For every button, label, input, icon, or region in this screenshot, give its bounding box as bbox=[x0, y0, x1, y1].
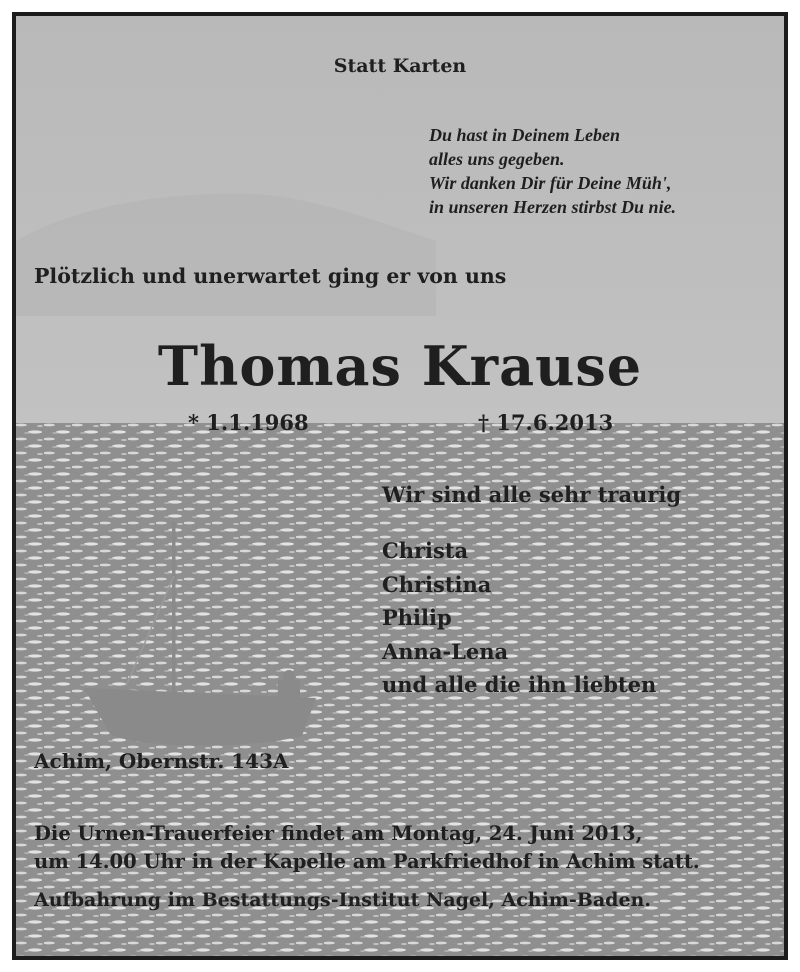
deceased-name: Thomas Krause bbox=[157, 334, 643, 398]
obituary-notice bbox=[12, 12, 788, 960]
mourner-name: Anna-Lena bbox=[382, 638, 509, 664]
poem-line: Wir danken Dir für Deine Müh', bbox=[429, 173, 672, 193]
mourner-name: Philip bbox=[382, 605, 452, 630]
laying-out-info: Aufbahrung im Bestattungs-Institut Nagel, Achim-Baden. bbox=[34, 889, 651, 911]
mourner-list bbox=[382, 534, 656, 702]
birth-date: * 1.1.1968 bbox=[188, 410, 309, 435]
funeral-service-info bbox=[34, 820, 700, 876]
mourning-statement: Wir sind alle sehr traurig bbox=[382, 482, 682, 507]
island-silhouette bbox=[16, 194, 436, 316]
poem-line: in unseren Herzen stirbst Du nie. bbox=[429, 197, 677, 217]
mourner-name: Christa bbox=[382, 538, 469, 563]
poem-line: Du hast in Deinem Leben bbox=[429, 125, 621, 145]
service-line: um 14.00 Uhr in der Kapelle am Parkfriedhof in Achim statt. bbox=[34, 850, 700, 873]
family-address: Achim, Obernstr. 143A bbox=[34, 749, 289, 773]
mourner-name: und alle die ihn liebten bbox=[382, 672, 657, 697]
intro-text: Plötzlich und unerwartet ging er von uns bbox=[34, 264, 507, 288]
header-text: Statt Karten bbox=[333, 55, 467, 77]
mourner-name: Christina bbox=[382, 571, 492, 597]
poem-line: alles uns gegeben. bbox=[429, 149, 565, 169]
death-date: † 17.6.2013 bbox=[478, 410, 614, 435]
poem bbox=[429, 123, 676, 219]
service-line: Die Urnen-Trauerfeier findet am Montag, 24. Juni 2013, bbox=[34, 822, 643, 845]
